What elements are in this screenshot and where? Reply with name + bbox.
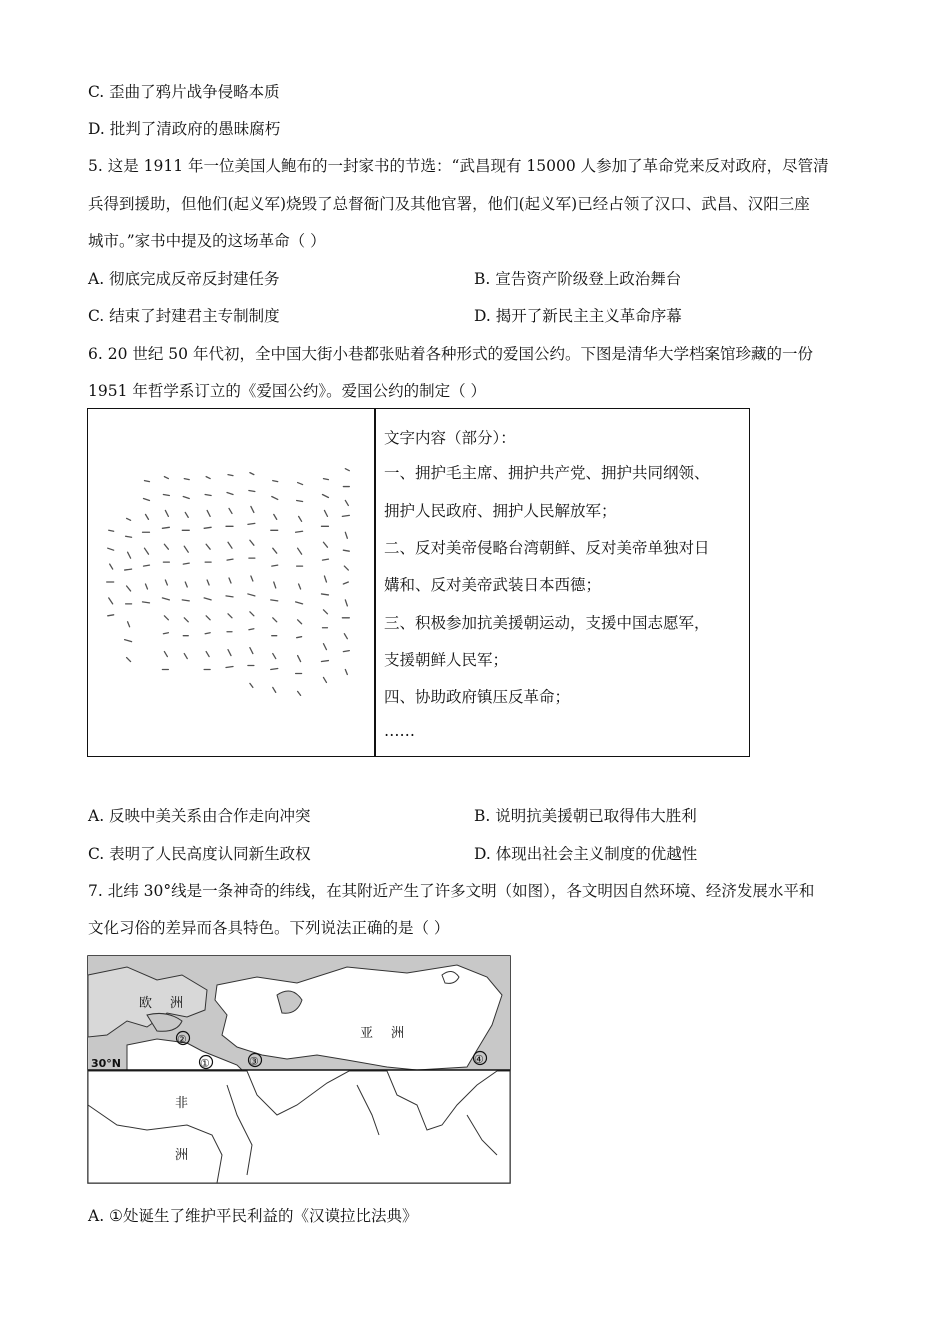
label-30n: 30°N bbox=[91, 1057, 122, 1070]
label-asia-1: 亚 bbox=[360, 1026, 374, 1041]
pact-text-line: 支援朝鲜人民军； bbox=[384, 651, 509, 669]
q5-option-b: B. 宣告资产阶级登上政治舞台 bbox=[474, 270, 682, 288]
pact-text-ellipsis: …… bbox=[384, 722, 415, 740]
pact-text-line: 三、积极参加抗美援朝运动，支援中国志愿军， bbox=[384, 614, 710, 632]
marker-2: ② bbox=[177, 1033, 187, 1046]
pact-text-line: 二、反对美帝侵略台湾朝鲜、反对美帝单独对日 bbox=[384, 539, 710, 557]
q7-option-a: A. ①处诞生了维护平民利益的《汉谟拉比法典》 bbox=[88, 1207, 418, 1225]
q6-stem-line-1: 6. 20 世纪 50 年代初，全中国大街小巷都张贴着各种形式的爱国公约。下图是清华大学档案馆珍藏的一份 bbox=[88, 345, 813, 363]
q5-option-d: D. 揭开了新民主主义革命序幕 bbox=[474, 307, 682, 325]
label-europe-1: 欧 bbox=[139, 996, 153, 1011]
marker-3: ③ bbox=[249, 1055, 259, 1068]
q5-stem-line-1: 5. 这是 1911 年一位美国人鲍布的一封家书的节选：“武昌现有 15000 人参加了革命党来反对政府，尽管清 bbox=[88, 157, 829, 175]
handwritten-pact-image bbox=[88, 409, 374, 756]
q6-stem-line-2: 1951 年哲学系订立的《爱国公约》。爱国公约的制定（ ） bbox=[88, 382, 487, 400]
q5-option-a: A. 彻底完成反帝反封建任务 bbox=[88, 270, 280, 288]
q5-stem-line-2: 兵得到援助，但他们(起义军)烧毁了总督衙门及其他官署，他们(起义军)已经占领了汉口、武昌、汉阳三座 bbox=[88, 195, 810, 213]
q5-option-c: C. 结束了封建君主专制制度 bbox=[88, 307, 280, 325]
label-africa-2: 洲 bbox=[175, 1148, 189, 1163]
q6-option-b: B. 说明抗美援朝已取得伟大胜利 bbox=[474, 807, 697, 825]
q6-option-a: A. 反映中美关系由合作走向冲突 bbox=[88, 807, 311, 825]
q6-option-d: D. 体现出社会主义制度的优越性 bbox=[474, 845, 698, 863]
marker-1: ① bbox=[200, 1057, 210, 1070]
label-asia-2: 洲 bbox=[391, 1026, 405, 1041]
patriotic-pact-table bbox=[87, 408, 750, 757]
marker-4: ④ bbox=[474, 1053, 484, 1066]
label-europe-2: 洲 bbox=[170, 996, 184, 1011]
q4-option-c: C. 歪曲了鸦片战争侵略本质 bbox=[88, 83, 280, 101]
pact-text-line: 媾和、反对美帝武装日本西德； bbox=[384, 576, 602, 594]
pact-text-heading: 文字内容（部分）： bbox=[384, 429, 516, 447]
q4-option-d: D. 批判了清政府的愚昧腐朽 bbox=[88, 120, 281, 138]
q7-stem-line-2: 文化习俗的差异而各具特色。下列说法正确的是（ ） bbox=[88, 919, 450, 937]
pact-text-line: 四、协助政府镇压反革命； bbox=[384, 688, 571, 706]
q7-stem-line-1: 7. 北纬 30°线是一条神奇的纬线，在其附近产生了许多文明（如图），各文明因自然环境、经济发展水平和 bbox=[88, 882, 815, 900]
table-divider bbox=[374, 409, 376, 756]
pact-text-line: 拥护人民政府、拥护人民解放军； bbox=[384, 502, 617, 520]
q5-stem-line-3: 城市。”家书中提及的这场革命（ ） bbox=[88, 232, 326, 250]
label-africa-1: 非 bbox=[175, 1096, 189, 1111]
pact-text-line: 一、拥护毛主席、拥护共产党、拥护共同纲领、 bbox=[384, 464, 710, 482]
latitude-30n-map bbox=[87, 955, 511, 1184]
q6-option-c: C. 表明了人民高度认同新生政权 bbox=[88, 845, 311, 863]
